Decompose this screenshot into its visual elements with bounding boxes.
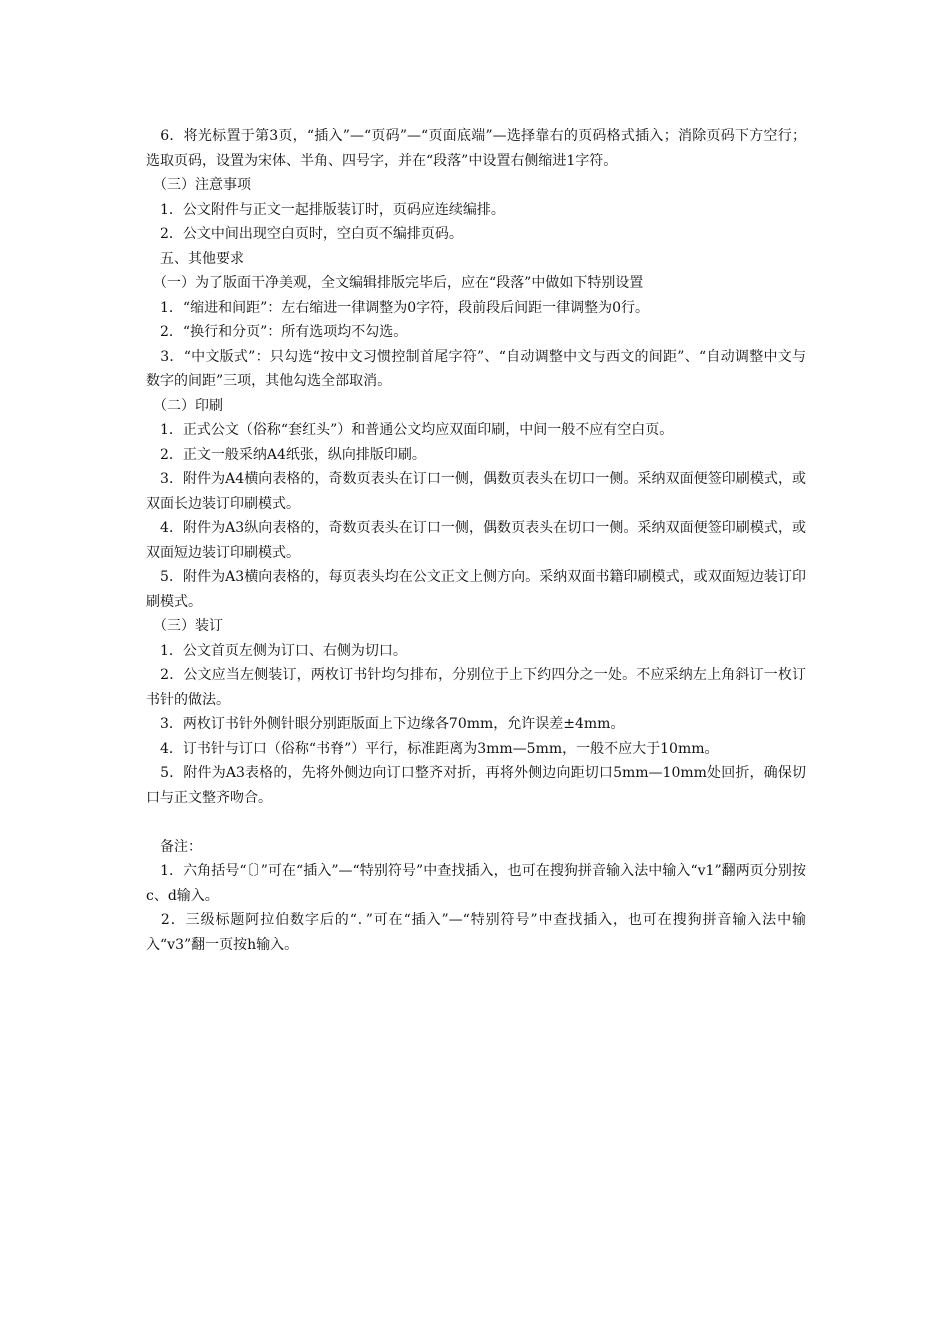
paragraph: 1．正式公文（俗称“套红头”）和普通公文均应双面印刷，中间一般不应有空白页。 — [146, 422, 674, 438]
paragraph: 5．附件为A3横向表格的，每页表头均在公文正文上侧方向。采纳双面书籍印刷模式，或双面短边装订印刷模式。 — [146, 569, 806, 610]
section-heading: （三）装订 — [146, 618, 223, 634]
paragraph: 1．公文附件与正文一起排版装订时，页码应连续编排。 — [146, 201, 505, 218]
paragraph: 1．公文首页左侧为订口、右侧为切口。 — [146, 642, 407, 659]
section-heading: （三）注意事项 — [146, 177, 251, 193]
chapter-heading: 五、其他要求 — [146, 250, 244, 267]
section-heading: （二）印刷 — [146, 397, 223, 414]
note-item: 1．六角括号“〔〕”可在“插入”—“特别符号”中查找插入，也可在搜狗拼音输入法中输入“v1”翻两页分别按c、d输入。 — [146, 863, 806, 904]
section-heading: （一）为了版面干净美观，全文编辑排版完毕后，应在“段落”中做如下特别设置 — [146, 275, 644, 291]
paragraph: 3．两枚订书针外侧针眼分别距版面上下边缘各70mm，允许误差±4mm。 — [146, 716, 625, 732]
paragraph: 6．将光标置于第3页，“插入”—“页码”—“页面底端”—选择靠右的页码格式插入；消除页码下方空行；选取页码，设置为宋体、半角、四号字，并在“段落”中设置右侧缩进1字符。 — [146, 128, 806, 169]
paragraph: 2．正文一般采纳A4纸张，纵向排版印刷。 — [146, 446, 426, 463]
paragraph: 4．订书针与订口（俗称“书脊”）平行，标准距离为3mm—5mm，一般不应大于10mm。 — [146, 740, 719, 757]
paragraph: 5．附件为A3表格的，先将外侧边向订口整齐对折，再将外侧边向距切口5mm—10mm处回折，确保切口与正文整齐吻合。 — [146, 765, 806, 806]
note-item: 2．三级标题阿拉伯数字后的“．”可在“插入”—“特别符号”中查找插入，也可在搜狗拼音输入法中输入“v3”翻一页按h输入。 — [146, 912, 806, 953]
paragraph: 2．“换行和分页”：所有选项均不勾选。 — [146, 324, 408, 340]
paragraph: 3．“中文版式”：只勾选“按中文习惯控制首尾字符”、“自动调整中文与西文的间距”、“自动调整中文与数字的间距”三项，其他勾选全部取消。 — [146, 348, 806, 389]
paragraph: 2．公文中间出现空白页时，空白页不编排页码。 — [146, 226, 463, 242]
paragraph: 1．“缩进和间距”：左右缩进一律调整为0字符，段前段后间距一律调整为0行。 — [146, 299, 650, 316]
paragraph: 2．公文应当左侧装订，两枚订书针均匀排布，分别位于上下约四分之一处。不应采纳左上角斜订一枚订书针的做法。 — [146, 667, 806, 708]
notes-heading: 备注： — [146, 838, 202, 855]
paragraph: 3．附件为A4横向表格的，奇数页表头在订口一侧，偶数页表头在切口一侧。采纳双面便签印刷模式，或双面长边装订印刷模式。 — [146, 471, 806, 512]
document-page — [146, 124, 806, 957]
blank-line — [146, 810, 806, 835]
paragraph: 4．附件为A3纵向表格的，奇数页表头在订口一侧，偶数页表头在切口一侧。采纳双面便签印刷模式，或双面短边装订印刷模式。 — [146, 520, 806, 561]
